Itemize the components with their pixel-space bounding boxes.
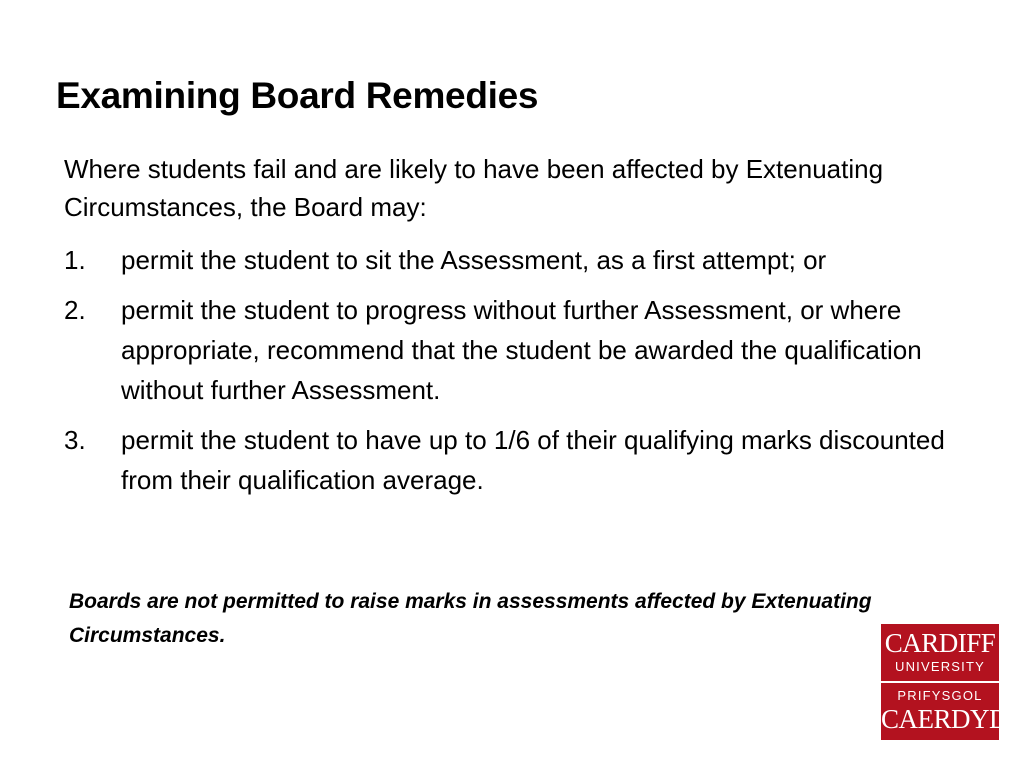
logo-line-cardiff: CARDIFF [884, 628, 996, 658]
slide-title: Examining Board Remedies [56, 75, 539, 116]
list-item-text: permit the student to sit the Assessment, as a first attempt; or [121, 245, 827, 275]
logo-line-caerdydd: CAERDYD [881, 704, 1009, 734]
logo-divider [881, 681, 999, 683]
intro-text: Where students fail and are likely to have been affected by Extenuating Circumstances, the Board may: [64, 154, 884, 222]
list-item [64, 240, 984, 280]
list-item [64, 290, 984, 410]
list-item-text: permit the student to progress without further Assessment, or where appropriate, recommend that the student be awarded the qualification without further Assessment. [121, 295, 922, 405]
cardiff-university-logo [881, 624, 1009, 740]
note-text: Boards are not permitted to raise marks in assessments affected by Extenuating Circumstances. [69, 590, 872, 647]
list-item [64, 420, 984, 500]
logo-line-university: UNIVERSITY [894, 659, 985, 674]
list-item-number: 2. [64, 295, 86, 325]
list-item-number: 3. [64, 425, 86, 455]
list-item-number: 1. [64, 245, 86, 275]
remedies-list [64, 240, 984, 510]
list-item-text: permit the student to have up to 1/6 of their qualifying marks discounted from their qualification average. [121, 425, 945, 495]
logo-line-prifysgol: PRIFYSGOL [897, 688, 983, 703]
